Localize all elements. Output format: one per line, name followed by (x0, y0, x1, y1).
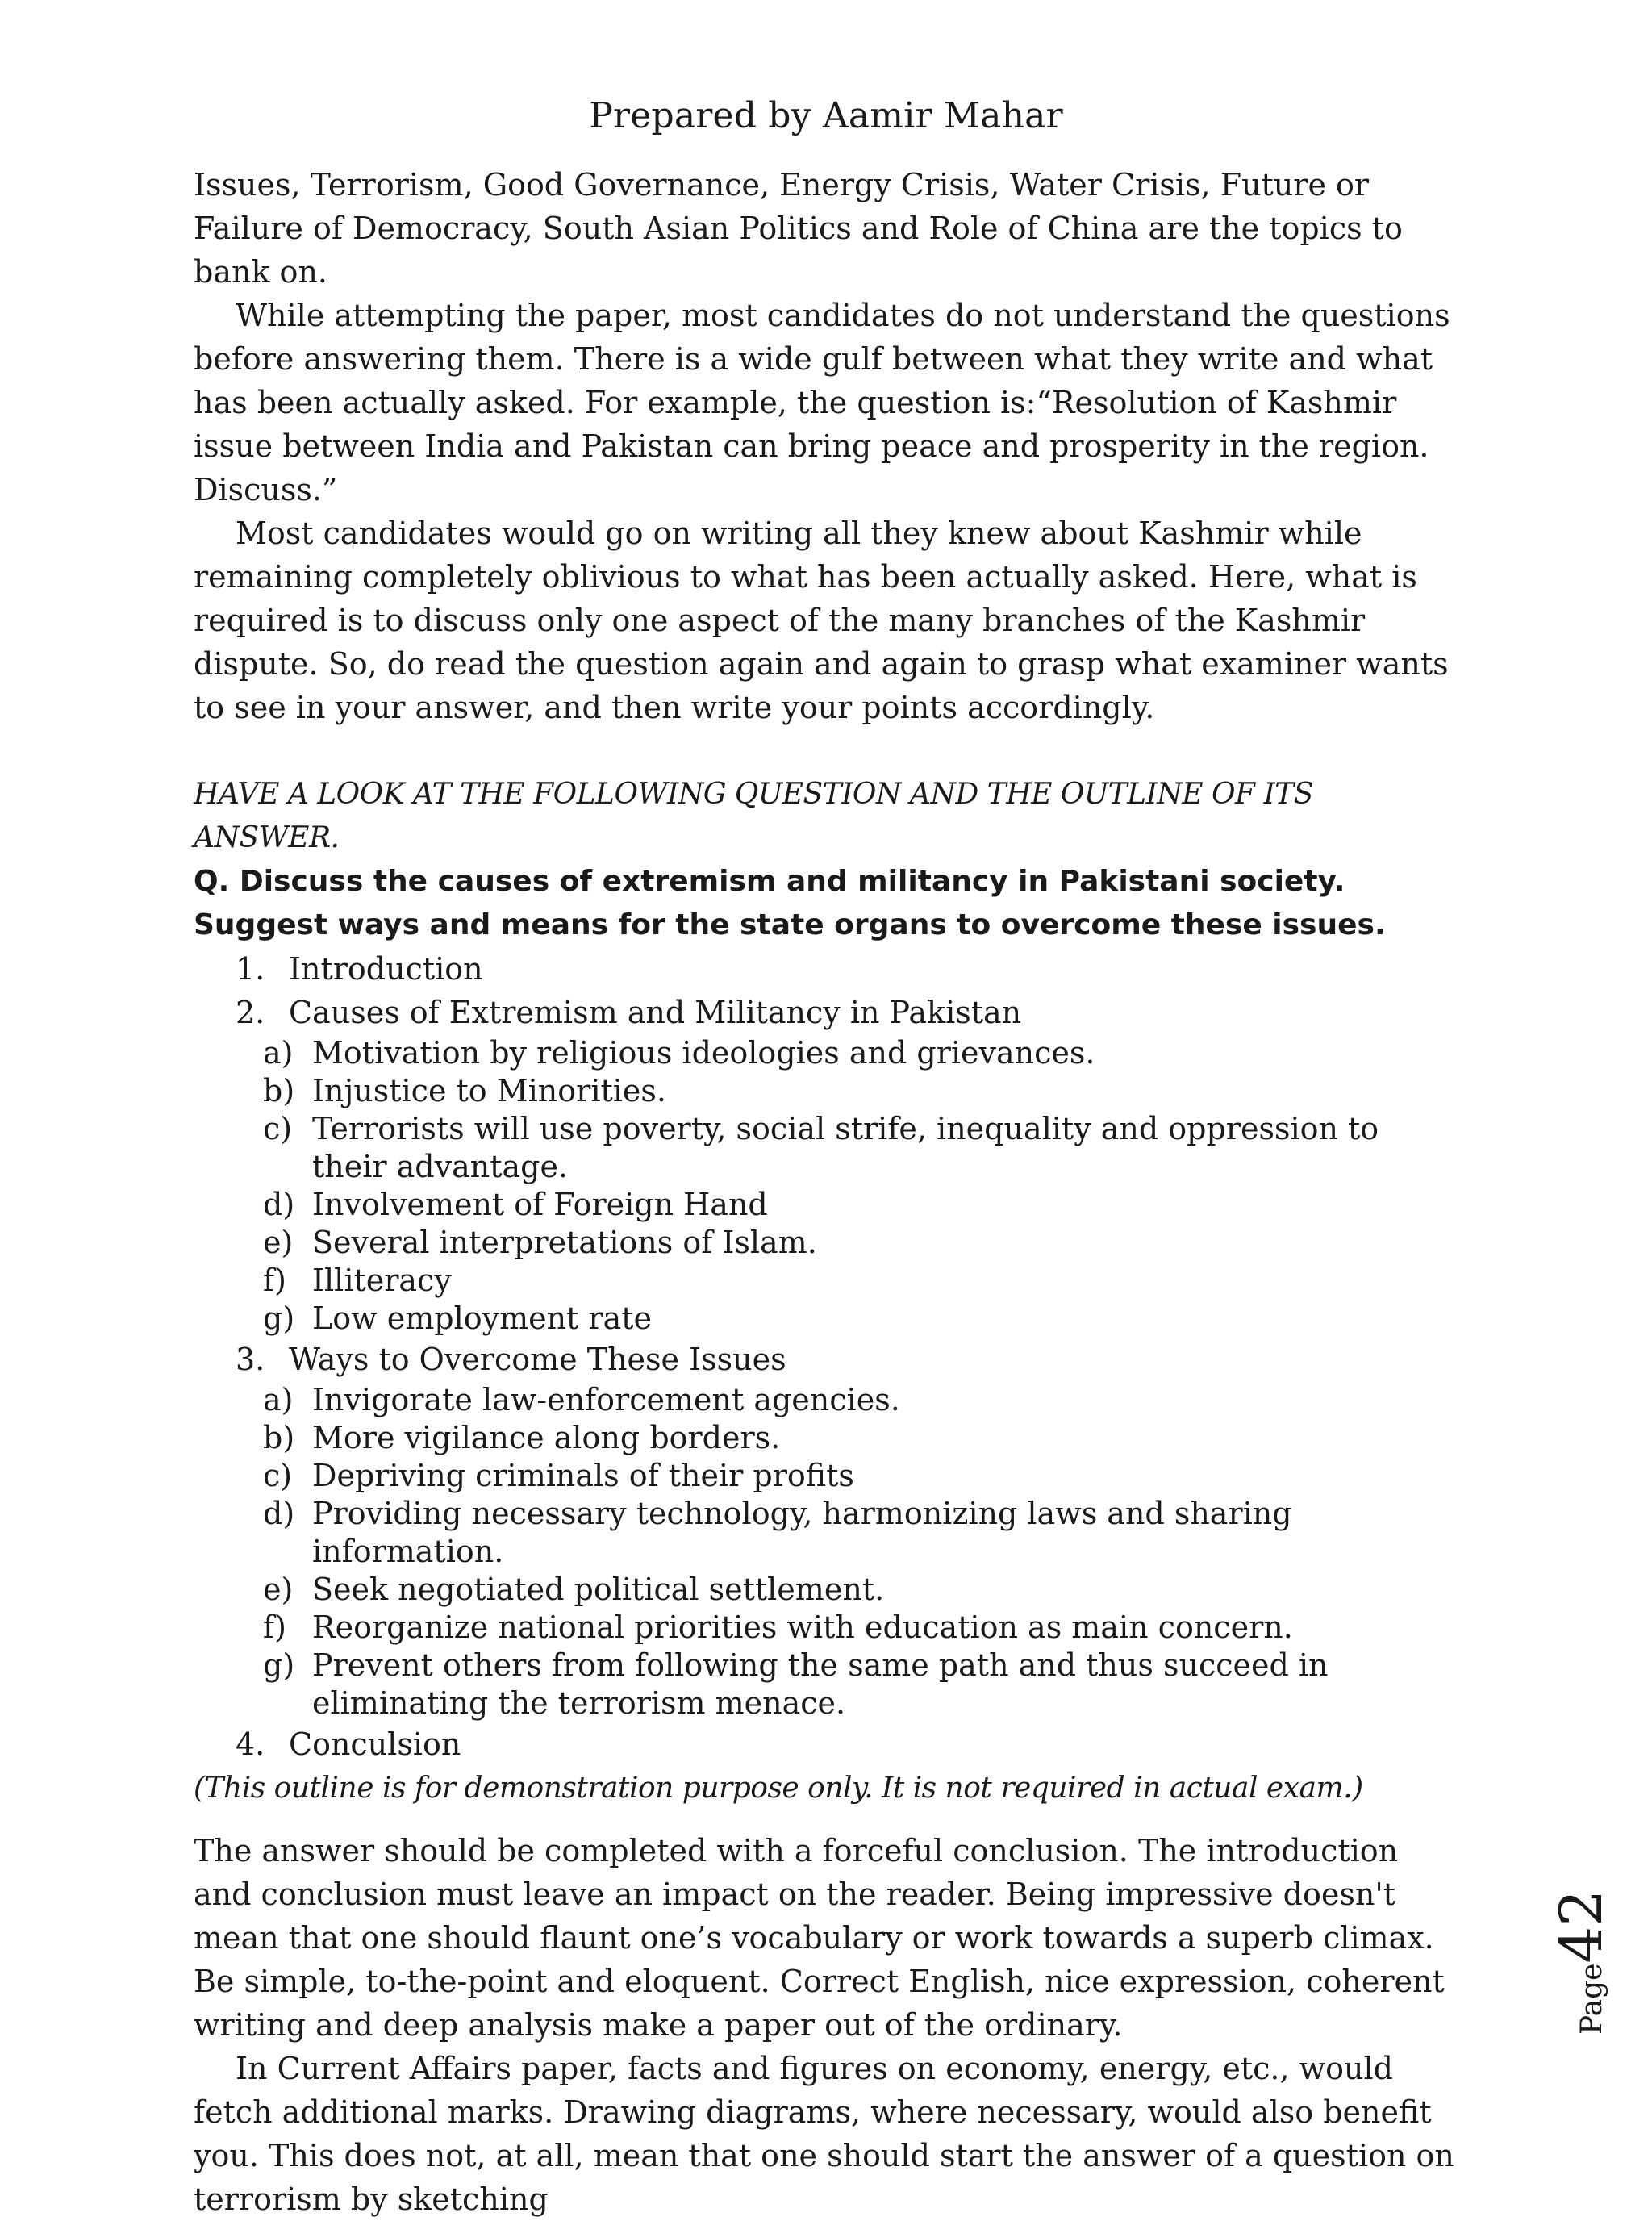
sub-letter: f) (263, 1609, 286, 1645)
sub-item (194, 1647, 1460, 1722)
paragraph-attempting: While attempting the paper, most candidates do not understand the questions before answering them. There is a wide gulf between what they write and what has been actually asked. For example, the question is:“Resolution of Kashmir issue between India and Pakistan can bring peace and prosperity in the region. Discuss.” (194, 298, 1450, 507)
sub-item-text: Depriving criminals of their profits (312, 1458, 854, 1493)
sub-letter: c) (263, 1111, 293, 1146)
sub-item-text: Several interpretations of Islam. (312, 1225, 817, 1260)
paragraph-current-affairs: In Current Affairs paper, facts and figures on economy, energy, etc., would fetch additional marks. Drawing diagrams, where necessary, would also benefit you. This does not, at all, mean that one should start the answer of a question on terrorism by sketching (194, 2051, 1454, 2217)
page-header: Prepared by Aamir Mahar (589, 95, 1063, 136)
sub-letter: a) (263, 1382, 294, 1417)
outline-number: 4. (236, 1726, 265, 1762)
sub-item-text: Injustice to Minorities. (312, 1073, 666, 1108)
sub-item-text: Prevent others from following the same path and thus succeed in eliminating the terrorism menace. (312, 1647, 1329, 1721)
outline-item-causes (194, 991, 1460, 1034)
sub-item-text: Providing necessary technology, harmonizing laws and sharing information. (312, 1496, 1292, 1569)
answer-outline (194, 947, 1460, 1034)
sub-item-text: Invigorate law-enforcement agencies. (312, 1382, 900, 1417)
sub-item (194, 1381, 1460, 1419)
page-number (1533, 1889, 1615, 2041)
sub-item (194, 1262, 1460, 1300)
sub-letter: a) (263, 1035, 294, 1071)
sub-item-text: Motivation by religious ideologies and grievances. (312, 1035, 1095, 1071)
outline-number: 3. (236, 1342, 265, 1377)
sub-item-text: More vigilance along borders. (312, 1420, 781, 1455)
paragraph-candidates: Most candidates would go on writing all they knew about Kashmir while remaining completely oblivious to what has been actually asked. Here, what is required is to discuss only one aspect of the many branches of the Kashmir dispute. So, do read the question again and again to grasp what examiner wants to see in your answer, and then write your points accordingly. (194, 516, 1449, 725)
outline-item-ways (194, 1338, 1460, 1381)
paragraph-conclusion: The answer should be completed with a forceful conclusion. The introduction and conclusion must leave an impact on the reader. Being impressive doesn't mean that one should flaunt one’s vocabulary or work towards a superb climax. Be simple, to-the-point and eloquent. Correct English, nice expression, coherent writing and deep analysis make a paper out of the ordinary. (194, 1833, 1445, 2043)
sub-letter: d) (263, 1187, 295, 1222)
paragraph-topics: Issues, Terrorism, Good Governance, Energy Crisis, Water Crisis, Future or Failure of Democracy, South Asian Politics and Role of China are the topics to bank on. (194, 167, 1403, 290)
outline-item-text: Introduction (289, 951, 483, 987)
outline-number: 2. (236, 995, 265, 1030)
sub-item (194, 1034, 1460, 1072)
sub-item-text: Low employment rate (312, 1300, 652, 1336)
sub-item (194, 1609, 1460, 1647)
sub-item (194, 1224, 1460, 1262)
sub-item-text: Illiteracy (312, 1263, 452, 1298)
sub-item (194, 1571, 1460, 1609)
sub-item-text: Involvement of Foreign Hand (312, 1187, 768, 1222)
answer-outline-cont (194, 1338, 1460, 1381)
outline-heading: HAVE A LOOK AT THE FOLLOWING QUESTION AND THE OUTLINE OF ITS ANSWER. (194, 778, 1313, 854)
sub-letter: b) (263, 1420, 295, 1455)
outline-item-conclusion (194, 1722, 1460, 1766)
sub-letter: c) (263, 1458, 293, 1493)
sub-letter: b) (263, 1073, 295, 1108)
page-number-value: 42 (1547, 1889, 1615, 1964)
outline-item-introduction (194, 947, 1460, 991)
sub-letter: g) (263, 1647, 295, 1683)
sub-item-text: Reorganize national priorities with education as main concern. (312, 1609, 1293, 1645)
sub-letter: e) (263, 1225, 294, 1260)
answer-outline-end (194, 1722, 1460, 1766)
causes-sub-list (194, 1034, 1460, 1338)
outline-number: 1. (236, 951, 265, 987)
sub-item-text: Seek negotiated political settlement. (312, 1572, 885, 1607)
sub-letter: g) (263, 1300, 295, 1336)
sub-item (194, 1110, 1460, 1186)
sub-item (194, 1072, 1460, 1110)
outline-item-text: Causes of Extremism and Militancy in Pakistan (289, 995, 1022, 1030)
sub-item (194, 1419, 1460, 1457)
outline-item-text: Ways to Overcome These Issues (289, 1342, 786, 1377)
page-label: Page (1575, 1963, 1608, 2035)
question-text: Q. Discuss the causes of extremism and militancy in Pakistani society. Suggest ways and means for the state organs to overcome these issues. (194, 865, 1386, 941)
sub-letter: e) (263, 1572, 294, 1607)
sub-item-text: Terrorists will use poverty, social strife, inequality and oppression to their advantage. (312, 1111, 1379, 1184)
sub-letter: f) (263, 1263, 286, 1298)
outline-note: (This outline is for demonstration purpose only. It is not required in actual exam.) (194, 1772, 1363, 1805)
ways-sub-list (194, 1381, 1460, 1722)
page-content (194, 163, 1460, 2221)
outline-item-text: Conculsion (289, 1726, 461, 1762)
sub-letter: d) (263, 1496, 295, 1531)
sub-item (194, 1186, 1460, 1224)
sub-item (194, 1457, 1460, 1495)
sub-item (194, 1495, 1460, 1571)
sub-item (194, 1300, 1460, 1338)
